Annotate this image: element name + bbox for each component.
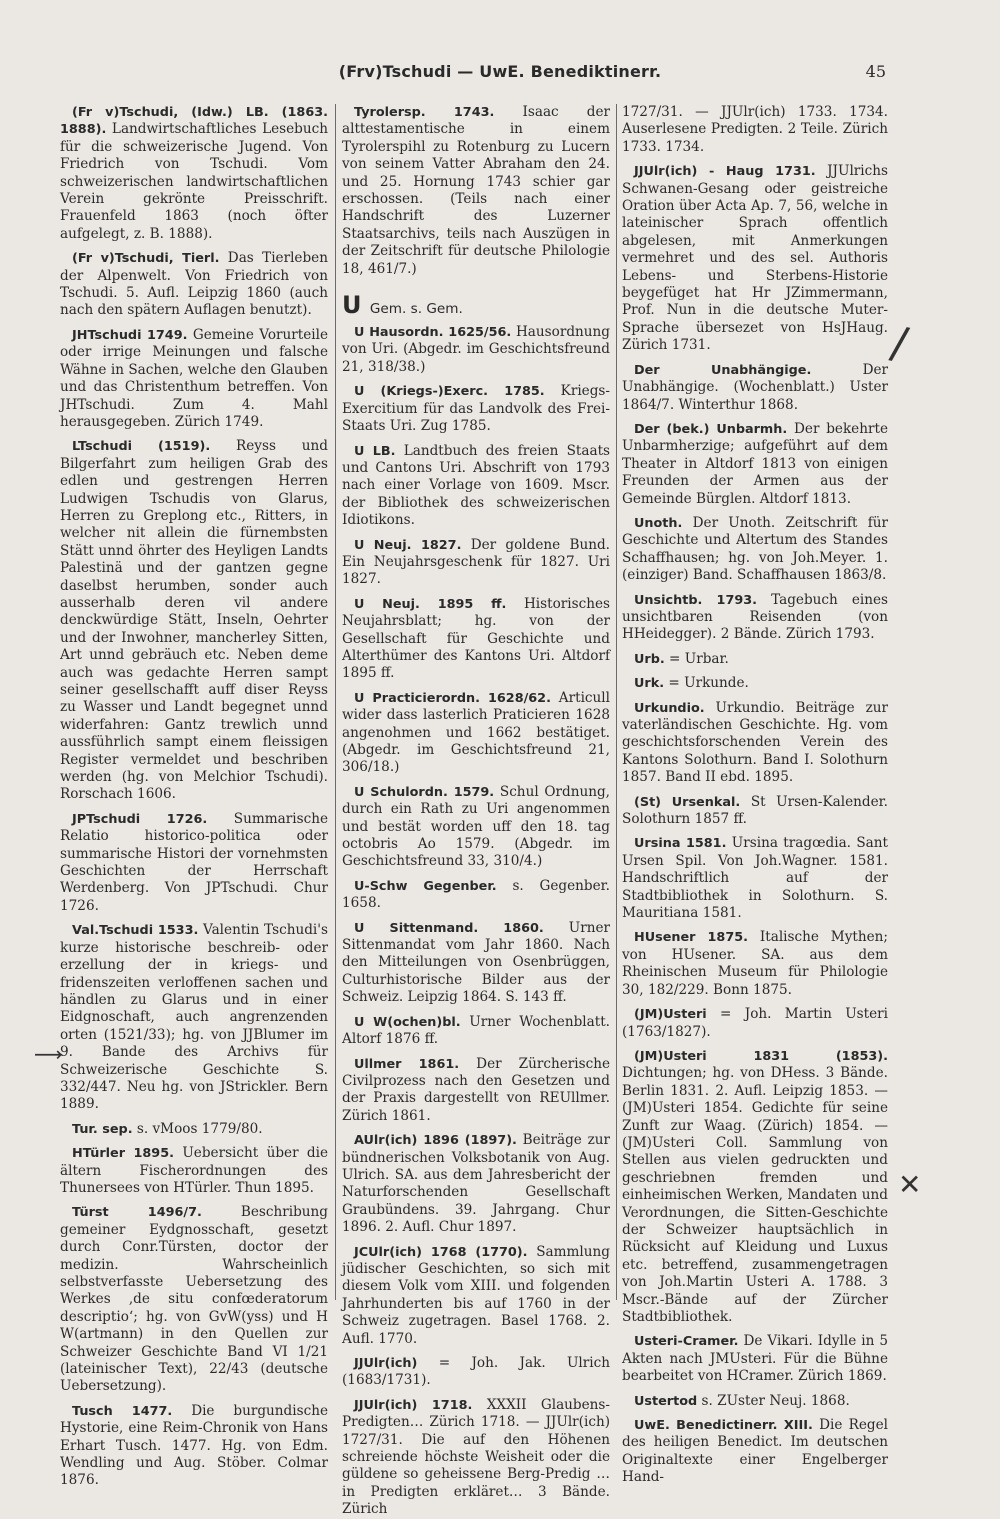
entry-abbreviation: Tusch 1477. xyxy=(72,1403,173,1419)
entry-abbreviation: U Neuj. 1895 ff. xyxy=(354,596,507,612)
entry-text: Reyss und Bilgerfahrt zum heiligen Grab des edlen und gestrengen Herren Ludwigen Tschudis von Glarus, Herren zu Greplong etc., Ritters, in welcher nit allein die fürnembsten Stätt unnd öhrter des Heyligen Landts Palestinä und der gantzen gegne daselbst herumben, sonder auch ausserhalb deren vil andere denckwürdige Stätt, Inseln, Oehrter und der Inwohner, mancherley Sitten, Art unnd gebräuch etc. Neben deme auch was gedachte Herren sampt seiner gesellschafft auff diser Reyss zu Wasser und Landt begegnet unnd widerfahren: Gantz trewlich unnd aussführlich sampt einem fleissigen Register vermeldet und beschriben werden (hg. von Melchior Tschudi). Rorschach 1606. xyxy=(60,438,328,803)
bibliography-entry xyxy=(622,1006,888,1041)
entry-abbreviation: JPTschudi 1726. xyxy=(72,811,208,827)
entry-abbreviation: JJUlr(ich) xyxy=(354,1356,418,1371)
entry-text: Beiträge zur bündnerischen Volksbotanik von Aug. Ulrich. SA. aus dem Jahresbericht der Naturforschenden Gesellschaft Graubündens. 39. Jahrgang. Chur 1896. 2. Aufl. Chur 1897. xyxy=(342,1132,610,1236)
entry-text: XXXII Glaubens-Predigten… Zürich 1718. — JJUlr(ich) 1727/31. Die auf den Höhenen schreiende höchste Weisheit oder die güldene so geheissene Berg-Predig … in Predigten erkläret… 3 Bände. Zürich xyxy=(342,1396,610,1518)
entry-text: Summarische Relatio historico-politica oder summarische Histori der vornehmsten Geschichten der Herrschaft Werdenberg. Von JPTschudi. Chur 1726. xyxy=(60,810,328,914)
bibliography-entry xyxy=(60,811,328,915)
entry-text: = Urkunde. xyxy=(664,675,749,692)
column-rule xyxy=(335,104,336,1300)
page-number: 45 xyxy=(865,62,886,81)
section-letter-entry xyxy=(342,292,610,322)
entry-text: Uebersicht über die ältern Fischerordnungen des Thunersees von HTürler. Thun 1895. xyxy=(60,1145,329,1196)
bibliography-entry xyxy=(622,592,888,644)
entry-abbreviation: LTschudi (1519). xyxy=(72,439,211,455)
entry-abbreviation: Urk. xyxy=(634,676,665,692)
bibliography-entry xyxy=(342,920,610,1007)
entry-text: s. vMoos 1779/80. xyxy=(132,1120,263,1137)
entry-abbreviation: U Sittenmand. 1860. xyxy=(354,920,544,936)
entry-abbreviation: U Practicierordn. 1628/62. xyxy=(354,690,551,706)
column-rule xyxy=(616,104,617,1300)
entry-abbreviation: JCUlr(ich) 1768 (1770). xyxy=(354,1244,528,1260)
bibliography-entry xyxy=(622,835,888,922)
entry-abbreviation: Ustertod xyxy=(634,1393,698,1409)
entry-text: s. Gegenber. 1658. xyxy=(342,877,610,912)
entry-text: Urner Wochenblatt. Altorf 1876 ff. xyxy=(342,1013,610,1048)
entry-text: Das Tierleben der Alpenwelt. Von Friedrich von Tschudi. 5. Aufl. Leipzig 1860 (auch nach den spätern Auflagen benutzt). xyxy=(60,250,328,319)
entry-abbreviation: Türst 1496/7. xyxy=(72,1205,202,1221)
entry-abbreviation: U Schulordn. 1579. xyxy=(354,784,495,800)
entry-text: Hausordnung von Uri. (Abgedr. im Geschichtsfreund 21, 318/38.) xyxy=(342,324,610,375)
entry-text: Der bekehrte Unbarmherzige; aufgeführt auf dem Theater in Altdorf 1813 von einigen Freunden der Armen aus der Gemeinde Bürglen. Altdorf 1813. xyxy=(622,420,888,507)
bibliography-entry xyxy=(342,104,610,278)
running-title: (Frv)Tschudi — UwE. Benediktinerr. xyxy=(338,62,662,81)
entry-abbreviation: (JM)Usteri 1831 (1853). xyxy=(634,1048,888,1064)
entry-text: Gem. s. Gem. xyxy=(369,301,463,318)
entry-abbreviation: U W(ochen)bl. xyxy=(354,1014,461,1030)
entry-text: = Joh. Martin Usteri (1763/1827). xyxy=(622,1006,888,1040)
column-1 xyxy=(60,104,329,1489)
entry-abbreviation: (Fr v)Tschudi, (Idw.) LB. (1863. 1888). xyxy=(60,105,328,138)
entry-abbreviation: (JM)Usteri xyxy=(634,1007,707,1023)
entry-abbreviation: U Neuj. 1827. xyxy=(354,537,462,553)
bibliography-entry xyxy=(60,922,328,1113)
bibliography-entry xyxy=(622,1333,888,1385)
entry-abbreviation: Tyrolersp. 1743. xyxy=(354,105,495,120)
page-header xyxy=(0,62,1000,88)
entry-text: De Vikari. Idylle in 5 Akten nach JMUsteri. Für die Bühne bearbeitet von HCramer. Zürich 1869. xyxy=(622,1333,888,1385)
bibliography-entry xyxy=(622,1048,888,1327)
handwritten-arrow-mark: ⟶ xyxy=(34,1042,63,1066)
entry-abbreviation: Der Unabhängige. xyxy=(634,362,812,378)
handwritten-x-mark: ✕ xyxy=(898,1168,922,1201)
bibliography-entry xyxy=(60,327,328,431)
entry-abbreviation: Tur. sep. xyxy=(72,1121,133,1137)
bibliography-entry xyxy=(60,1403,328,1490)
entry-text: Urkundio. Beiträge zur vaterländischen Geschichte. Hg. vom geschichtsforschenden Verein des Kantons Solothurn. Band I. Solothurn 1857. Band II ebd. 1895. xyxy=(622,699,888,786)
entry-abbreviation: U Hausordn. 1625/56. xyxy=(354,325,512,341)
entry-abbreviation: U (Kriegs-)Exerc. 1785. xyxy=(354,384,545,400)
entry-text: = Joh. Jak. Ulrich (1683/1731). xyxy=(342,1355,610,1389)
entry-text: Der goldene Bund. Ein Neujahrsgeschenk für 1827. Uri 1827. xyxy=(342,536,610,588)
bibliography-entry xyxy=(622,104,888,156)
entry-abbreviation: (St) Ursenkal. xyxy=(634,794,741,810)
bibliography-entry xyxy=(60,1204,328,1395)
bibliography-entry xyxy=(60,438,328,804)
bibliography-entry xyxy=(622,515,888,585)
entry-text: = Urbar. xyxy=(664,650,729,667)
bibliography-entry xyxy=(342,1132,610,1236)
bibliography-entry xyxy=(342,1397,610,1519)
entry-abbreviation: Urb. xyxy=(634,651,665,667)
entry-text: Schul Ordnung, durch ein Rath zu Uri angenommen und bestät worden uff den 18. tag octobris Ao 1579. (Abgedr. im Geschichtsfreund 33, 310/4.) xyxy=(342,783,610,870)
entry-text: Gemeine Vorurteile oder irrige Meinungen und falsche Wähne in Sachen, welche den Glauben und das Christenthum betreffen. Von JHTschudi. Zum 4. Mahl herausgegeben. Zürich 1749. xyxy=(60,326,328,430)
entry-text: Die burgundische Hystorie, eine Reim-Chronik von Hans Erhart Tusch. 1477. Hg. von Edm. Wendling und Aug. Stöber. Colmar 1876. xyxy=(60,1402,328,1489)
entry-text: JJUlrichs Schwanen-Gesang oder geistreiche Oration über Acta Ap. 7, 56, welche in lateinischer Sprach offentlich abgelesen, mit Anmerkungen vermehret und des sel. Authoris Lebens- und Sterbens-Historie beygefüget hat Hr JZimmermann, Prof. Nun in die deutsche Muter-Sprache übersezet von HsJHaug. Zürich 1731. xyxy=(622,163,888,354)
entry-abbreviation: HUsener 1875. xyxy=(634,930,748,946)
entry-text: Kriegs-Exercitium für das Landvolk des Frei-Staats Uri. Zug 1785. xyxy=(342,383,610,435)
entry-text: Italische Mythen; von HUsener. SA. aus dem Rheinischen Museum für Philologie 30, 182/229. Bonn 1875. xyxy=(622,929,888,998)
entry-abbreviation: Val.Tschudi 1533. xyxy=(72,923,199,939)
entry-text: s. ZUster Neuj. 1868. xyxy=(697,1392,850,1409)
entry-abbreviation: U LB. xyxy=(354,443,396,459)
entry-text: Der Unabhängige. (Wochenblatt.) Uster 1864/7. Winterthur 1868. xyxy=(622,361,889,413)
entry-text: Landtbuch des freien Staats und Cantons Uri. Abschrift von 1793 nach einer Vorlage von 1609. Mscr. der Bibliothek des schweizerischen Idiotikons. xyxy=(342,442,611,529)
entry-text: Sammlung jüdischer Geschichten, so sich mit diesem Volk vom XIII. und folgenden Jahrhunderten bis auf 1760 in der Schweiz zugetragen. Basel 1768. 2. Aufl. 1770. xyxy=(342,1243,610,1347)
bibliography-entry xyxy=(60,1145,328,1197)
entry-abbreviation: U-Schw Gegenber. xyxy=(354,878,497,894)
entry-abbreviation: Ursina 1581. xyxy=(634,836,727,852)
entry-text: Der Unoth. Zeitschrift für Geschichte und Altertum des Standes Schaffhausen; hg. von Joh.Meyer. 1. (einziger) Band. Schaffhausen 1863/8. xyxy=(622,514,888,584)
bibliography-entry xyxy=(60,250,328,320)
bibliography-entry xyxy=(622,362,888,414)
bibliography-entry xyxy=(60,104,328,243)
bibliography-entry xyxy=(622,675,888,692)
entry-text: Urner Sittenmandat vom Jahr 1860. Nach den Mitteilungen von Osenbrüggen, Culturhistorische Bilder aus der Schweiz. Leipzig 1864. S. 143 ff. xyxy=(342,919,610,1006)
bibliography-entry xyxy=(622,794,888,829)
entry-abbreviation: Unoth. xyxy=(634,515,683,531)
entry-abbreviation: JJUlr(ich) - Haug 1731. xyxy=(634,164,816,180)
bibliography-entry xyxy=(622,700,888,787)
entry-text: Ursina tragœdia. Sant Ursen Spil. Von Joh.Wagner. 1581. Handschriftlich auf der Stadtbibliothek in Solothurn. S. Mauritiana 1581. xyxy=(622,835,888,922)
entry-abbreviation: (Fr v)Tschudi, Tierl. xyxy=(72,251,220,267)
section-letter: U xyxy=(342,291,362,320)
bibliography-entry xyxy=(622,1393,888,1410)
entry-text: Historisches Neujahrsblatt; hg. von der Gesellschaft für Geschichte und Alterthümer des Kantons Uri. Altdorf 1895 ff. xyxy=(342,595,610,682)
entry-abbreviation: JJUlr(ich) 1718. xyxy=(354,1397,473,1413)
entry-text: 1727/31. — JJUlr(ich) 1733. 1734. Auserlesene Predigten. 2 Teile. Zürich 1733. 1734. xyxy=(622,104,888,155)
entry-text: Isaac der alttestamentische in einem Tyrolerspihl zu Rotenburg zu Lucern von seinem Vatter Abraham den 24. und 25. Hornung 1743 schier gar erschossen. (Teils nach einer Handschrift des Luzerner Staatsarchivs, teils nach Auszügen in der Zeitschrift für deutsche Philologie 18, 461/7.) xyxy=(342,104,610,277)
bibliography-entry xyxy=(342,784,610,871)
entry-text: Articull wider dass lasterlich Praticieren 1628 angenohmen und 1662 bestätiget. (Abgedr. im Geschichtsfreund 21, 306/18.) xyxy=(342,689,610,776)
entry-text: Die Regel des heiligen Benedict. Im deutschen Originaltexte einer Engelberger Hand- xyxy=(622,1417,889,1486)
entry-abbreviation: Unsichtb. 1793. xyxy=(634,592,758,608)
bibliography-entry xyxy=(342,878,610,913)
column-3 xyxy=(622,104,889,1486)
bibliography-entry xyxy=(622,929,888,999)
entry-text: Valentin Tschudi's kurze historische beschreib- oder erzellung der in kriegs- und fridenszeiten verloffenen sachen und händlen zu Glarus und in einer Eidgnoschaft, auch angrenzenden orten (1521/33); hg. von JJBlumer im 9. Bande des Archivs für Schweizerische Geschichte S. 332/447. Neu hg. von JStrickler. Bern 1889. xyxy=(60,922,328,1113)
entry-abbreviation: UwE. Benedictinerr. XIII. xyxy=(634,1418,813,1434)
bibliography-entry xyxy=(342,690,610,777)
entry-text: Beschribung gemeiner Eydgnosschaft, gesetzt durch Conr.Türsten, doctor der medizin. Wahrscheinlich selbstverfasste Uebersetzung des Werkes ,de situ confœderatorum descriptio‘; hg. von GvW(yss) und H W(artmann) in den Quellen zur Schweizer Geschichte Band VI 1/21 (lateinischer Text), 22/43 (deutsche Uebersetzung). xyxy=(60,1204,328,1395)
bibliography-entry xyxy=(342,1056,610,1126)
bibliography-entry xyxy=(342,383,610,435)
entry-text: Dichtungen; hg. von DHess. 3 Bände. Berlin 1831. 2. Aufl. Leipzig 1853. — (JM)Usteri 1854. Gedichte für seine Zunft zur Waag. (Zürich) 1854. — (JM)Usteri Coll. Sammlung von Stellen aus vielen gedruckten und geschriebnen fremden und einheimischen Werken, Mandaten und Verordnungen, die Sitten-Geschichte der Schweizer hauptsächlich in Rücksicht auf Kleidung und Luxus etc. betreffend, zusammengetragen von Joh.Martin Usteri A. 1788. 3 Mscr.-Bände auf der Zürcher Stadtbibliothek. xyxy=(622,1065,888,1325)
bibliography-entry xyxy=(342,596,610,683)
entry-abbreviation: Urkundio. xyxy=(634,700,705,716)
column-2 xyxy=(342,104,611,1518)
bibliography-entry xyxy=(622,1417,888,1487)
entry-abbreviation: JHTschudi 1749. xyxy=(72,327,188,343)
bibliography-entry xyxy=(342,537,610,589)
bibliography-entry xyxy=(622,421,888,508)
entry-abbreviation: Usteri-Cramer. xyxy=(634,1334,739,1350)
entry-abbreviation: AUlr(ich) 1896 (1897). xyxy=(354,1133,517,1149)
entry-abbreviation: Der (bek.) Unbarmh. xyxy=(634,421,788,437)
bibliography-entry xyxy=(342,1355,610,1390)
bibliography-entry xyxy=(622,163,888,354)
entry-text: Landwirtschaftliches Lesebuch für die schweizerische Jugend. Von Friedrich von Tschudi. Vom schweizerischen landwirtschaftlichen Verein gekrönte Preisschrift. Frauenfeld 1863 (noch öfter aufgelegt, z. B. 1888). xyxy=(60,121,328,242)
bibliography-entry xyxy=(342,443,610,530)
handwritten-slash-mark: / xyxy=(886,317,912,370)
bibliography-entry xyxy=(342,1014,610,1049)
entry-text: Der Zürcherische Civilprozess nach den Gesetzen und der Praxis dargestellt von REUllmer. Zürich 1861. xyxy=(342,1055,610,1124)
bibliography-entry xyxy=(342,324,610,376)
bibliography-entry xyxy=(60,1121,328,1138)
entry-text: St Ursen-Kalender. Solothurn 1857 ff. xyxy=(622,793,888,828)
entry-text: Tagebuch eines unsichtbaren Reisenden (von HHeidegger). 2 Bände. Zürich 1793. xyxy=(622,591,888,643)
bibliography-entry xyxy=(342,1244,610,1348)
entry-abbreviation: Ullmer 1861. xyxy=(354,1056,460,1072)
bibliography-entry xyxy=(622,651,888,668)
entry-abbreviation: HTürler 1895. xyxy=(72,1146,174,1162)
